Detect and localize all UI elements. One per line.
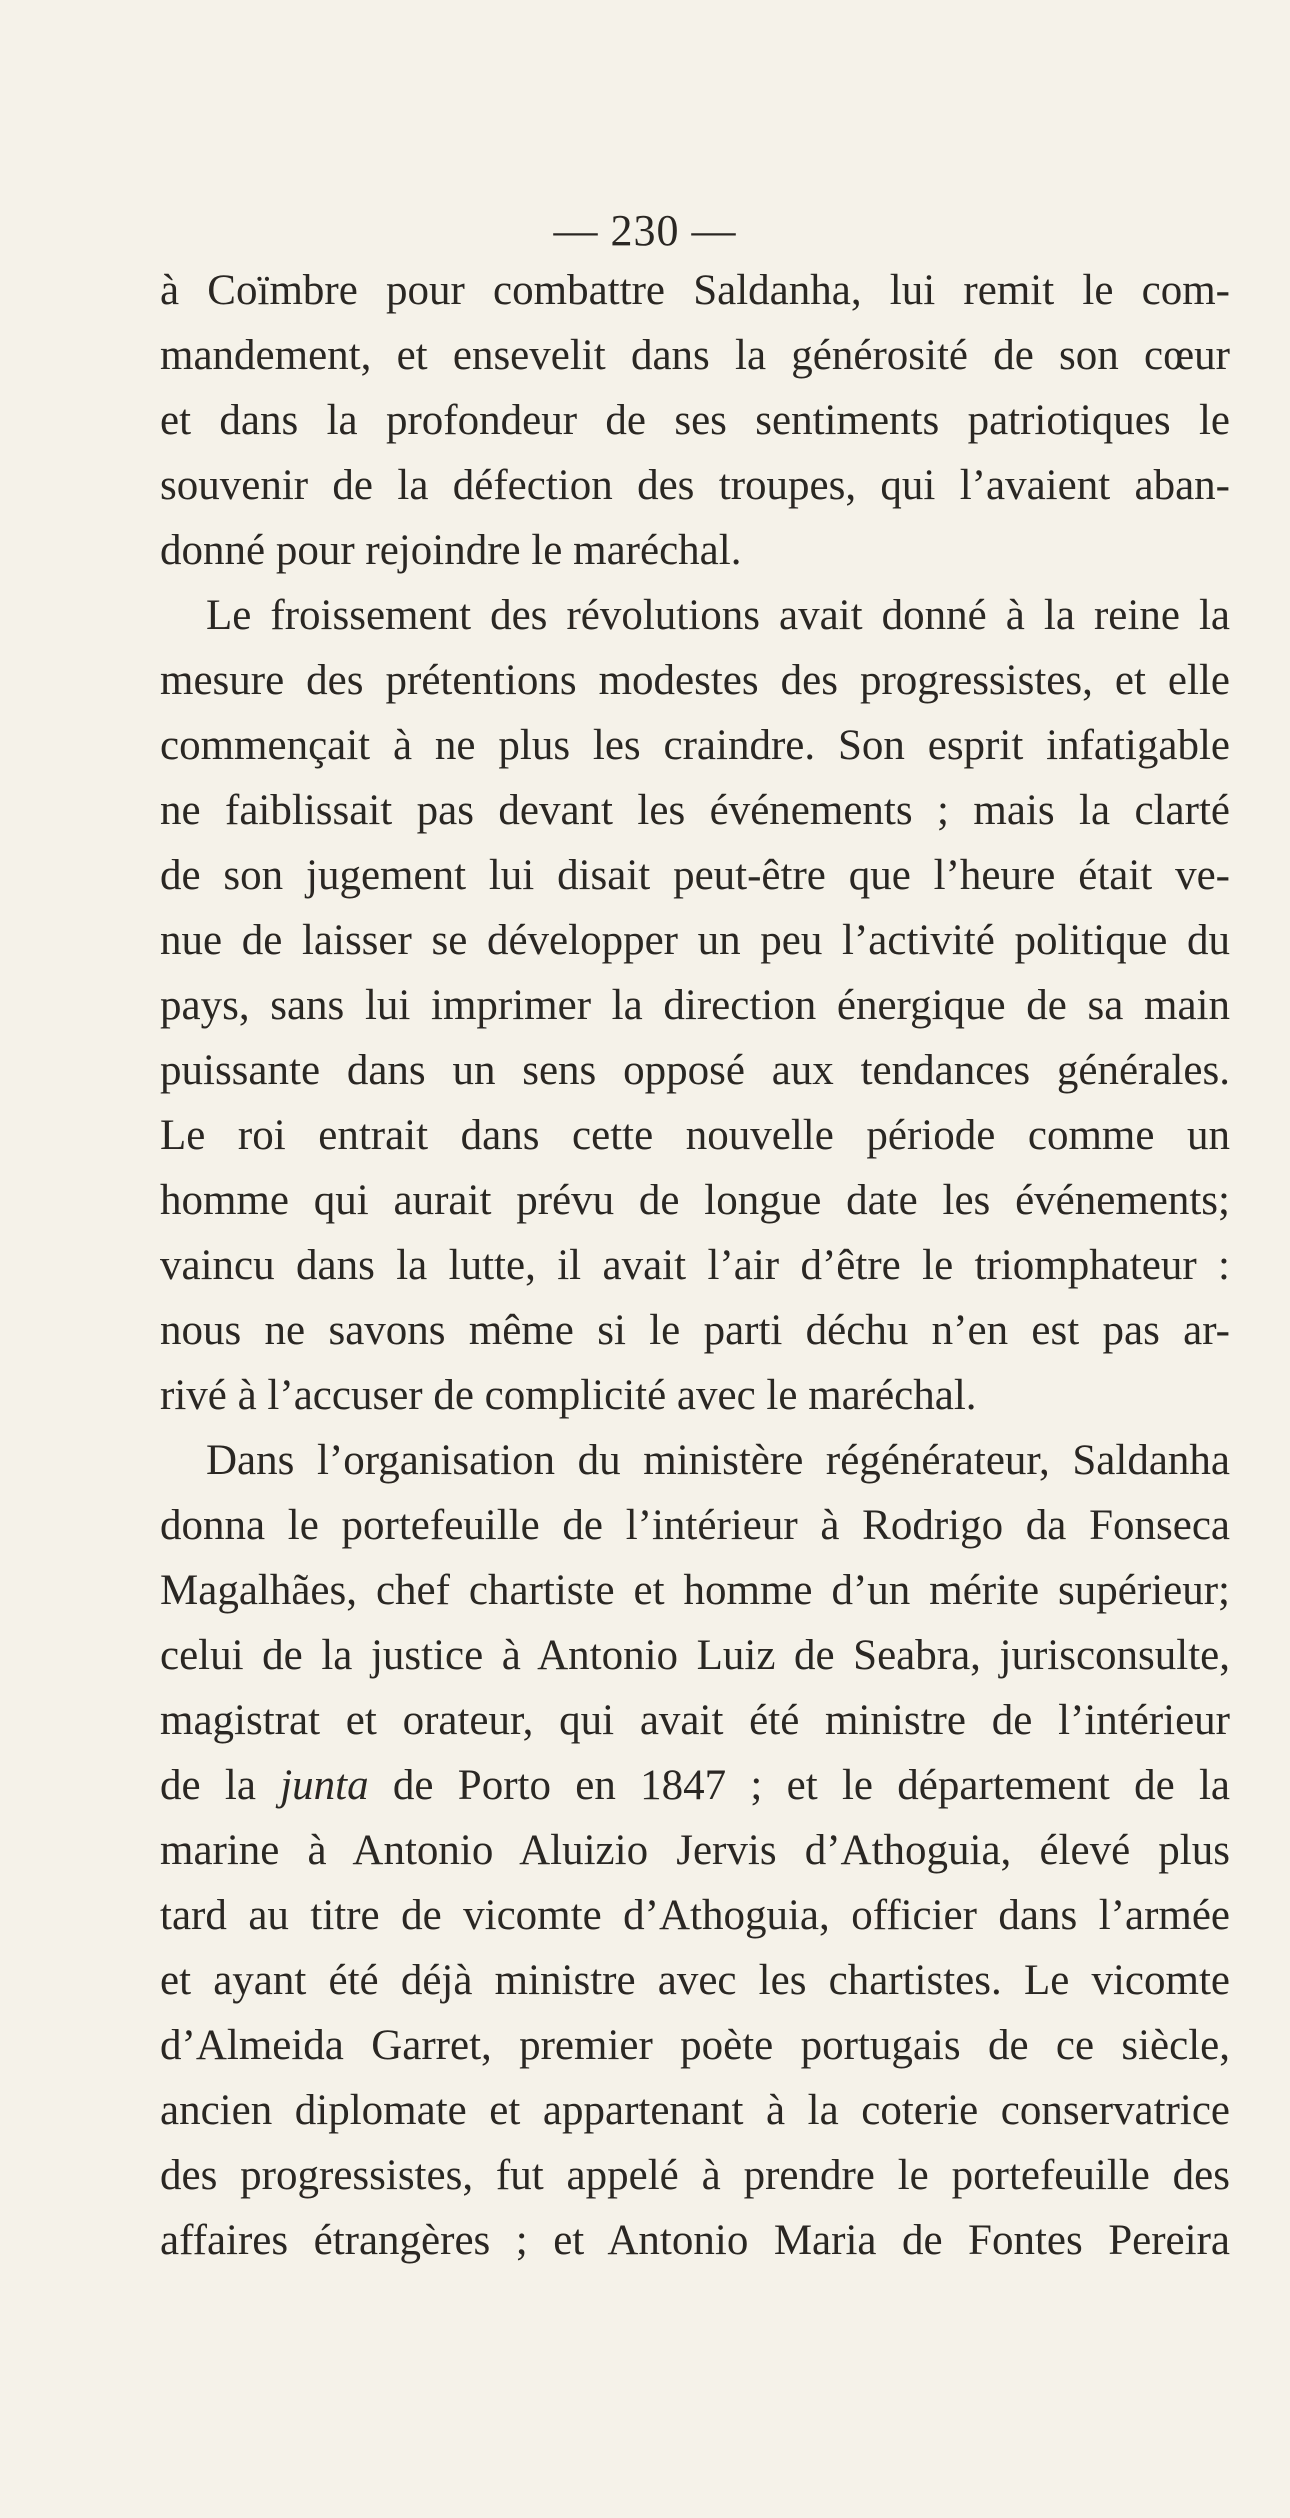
text-segment: de Porto en 1847 ; et le département de la bbox=[368, 1762, 1230, 1809]
text-line: souvenir de la défection des troupes, qui l’avaient aban- bbox=[160, 462, 1230, 509]
text-line: Magalhães, chef chartiste et homme d’un mérite supérieur; bbox=[160, 1567, 1230, 1614]
text-line: celui de la justice à Antonio Luiz de Seabra, jurisconsulte, bbox=[160, 1632, 1230, 1679]
page-number: — 230 — bbox=[553, 206, 737, 255]
text-line: des progressistes, fut appelé à prendre le portefeuille des bbox=[160, 2152, 1230, 2199]
text-line bbox=[160, 1753, 1230, 1818]
text-line: mandement, et ensevelit dans la générosité de son cœur bbox=[160, 332, 1230, 379]
text-line: nous ne savons même si le parti déchu n’en est pas ar- bbox=[160, 1307, 1230, 1354]
text-line: de son jugement lui disait peut-être que l’heure était ve- bbox=[160, 852, 1230, 899]
body-text bbox=[160, 258, 1230, 2273]
text-line: mesure des prétentions modestes des progressistes, et elle bbox=[160, 657, 1230, 704]
text-line: donné pour rejoindre le maréchal. bbox=[160, 527, 742, 574]
text-line: marine à Antonio Aluizio Jervis d’Athoguia, élevé plus bbox=[160, 1827, 1230, 1874]
text-line: Le roi entrait dans cette nouvelle période comme un bbox=[160, 1112, 1230, 1159]
text-line: pays, sans lui imprimer la direction énergique de sa main bbox=[160, 982, 1230, 1029]
text-line: Le froissement des révolutions avait donné à la reine la bbox=[206, 592, 1230, 639]
text-line: et dans la profondeur de ses sentiments patriotiques le bbox=[160, 397, 1230, 444]
text-line: et ayant été déjà ministre avec les chartistes. Le vicomte bbox=[160, 1957, 1230, 2004]
text-line: vaincu dans la lutte, il avait l’air d’être le triomphateur : bbox=[160, 1242, 1230, 1289]
text-segment: de la bbox=[160, 1762, 281, 1809]
text-line: d’Almeida Garret, premier poète portugais de ce siècle, bbox=[160, 2022, 1230, 2069]
text-line: à Coïmbre pour combattre Saldanha, lui remit le com- bbox=[160, 267, 1230, 314]
text-line: homme qui aurait prévu de longue date les événements; bbox=[160, 1177, 1230, 1224]
text-line: nue de laisser se développer un peu l’activité politique du bbox=[160, 917, 1230, 964]
text-line: ancien diplomate et appartenant à la coterie conservatrice bbox=[160, 2087, 1230, 2134]
text-line: ne faiblissait pas devant les événements ; mais la clarté bbox=[160, 787, 1230, 834]
text-line: donna le portefeuille de l’intérieur à Rodrigo da Fonseca bbox=[160, 1502, 1230, 1549]
text-line: commençait à ne plus les craindre. Son esprit infatigable bbox=[160, 722, 1230, 769]
text-line: affaires étrangères ; et Antonio Maria de Fontes Pereira bbox=[160, 2217, 1230, 2264]
text-line: tard au titre de vicomte d’Athoguia, officier dans l’armée bbox=[160, 1892, 1230, 1939]
text-line: rivé à l’accuser de complicité avec le maréchal. bbox=[160, 1372, 977, 1419]
text-line: puissante dans un sens opposé aux tendances générales. bbox=[160, 1047, 1230, 1094]
text-line: Dans l’organisation du ministère régénérateur, Saldanha bbox=[206, 1437, 1230, 1484]
italic-term: junta bbox=[280, 1762, 369, 1809]
text-line: magistrat et orateur, qui avait été ministre de l’intérieur bbox=[160, 1697, 1230, 1744]
